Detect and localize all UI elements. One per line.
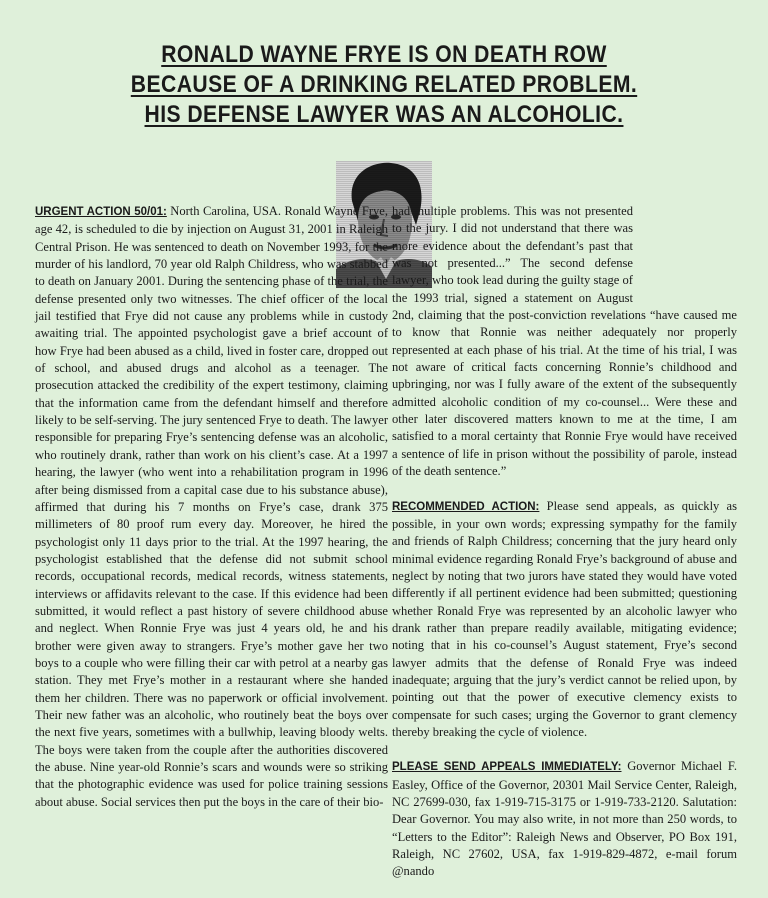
recommended-action-paragraph xyxy=(392,498,737,742)
left-column xyxy=(35,203,388,828)
recommended-action-label: RECOMMENDED ACTION: xyxy=(392,500,540,513)
headline-line-1: RONALD WAYNE FRYE IS ON DEATH ROW xyxy=(161,41,607,68)
appeals-label: PLEASE SEND APPEALS IMMEDIATELY: xyxy=(392,761,622,774)
continuation-text: had multiple problems. This was not presented to the jury. I did not understand that there was more evidence about the defendant’s past that was not presented...” The second defense lawyer, who took lead during the guilty stage of the 1993 trial, signed a statement on August 2nd, claiming that the post-conviction revelations “have caused me to know that Ronnie was neither adequately nor properly represented at each phase of his trial. At the time of his trial, I was not aware of critical facts concerning Ronnie’s childhood and upbringing, nor was I fully aware of the extent of the subsequently admitted alcoholic condition of my co-counsel... Were these and other later discovered matters known to me at the time, I am satisfied to a moral certainty that Ronnie Frye would have received a sentence of life in prison without the possibility of parole, instead of the death sentence.” xyxy=(392,204,737,479)
headline-line-2: BECAUSE OF A DRINKING RELATED PROBLEM. xyxy=(130,71,638,98)
urgent-action-text: North Carolina, USA. Ronald Wayne Frye, age 42, is scheduled to die by injection on August 31, 2001 in Raleigh Central Prison. He was sentenced to death on November 1993, for the murder of his landlord, 70 year old Ralph Childress, who was stabbed to death on January 2001. During the sentencing phase of the trial, the defense presented only two witnesses. The chief officer of the local jail testified that Frye did not cause any problems while in custody awaiting trial. The appointed psychologist gave a brief account of how Frye had been abused as a child, lived in foster care, dropped out of school, and abused drugs and alcohol as a teenager. The prosecution attacked the credibility of the expert testimony, claiming that the information came from the defendant himself and therefore likely to be self-serving. The jury sentenced Frye to death. The lawyer responsible for preparing Frye’s sentencing defense was an alcoholic, who routinely drank, rather than work on his client’s case. At a 1997 hearing, the lawyer (who went into a rehabilitation program in 1996 after being dismissed from a capital case due to his substance abuse), affirmed that during his 7 months on Frye’s case, drank 375 millimeters of 80 proof rum every day. Moreover, he hired the psychologist only 11 days prior to the trial. At the 1997 hearing, the psychologist established that the defense did not submit school records, occupational records, medical records, witness statements, interviews or affidavits relevant to the case. If this evidence had been submitted, it would reflect a past history of severe childhood abuse and neglect. When Ronnie Frye was just 4 years old, he and his brother were given away to strangers. Frye’s mother gave her two boys to a couple who were filling their car with petrol at a nearby gas station. They met Frye’s mother in a restaurant where she handed them her children. There was no paperwork or official involvement. Their new father was an alcoholic, who routinely beat the boys over the next five years, sometimes with a bullwhip, leaving bloody welts. The boys were taken from the couple after the authorities discovered the abuse. Nine year-old Ronnie’s scars and wounds were so striking that the photographic evidence was used for police training sessions about abuse. Social services then put the boys in the care of their bio- xyxy=(35,204,388,809)
appeals-paragraph xyxy=(392,758,737,880)
recommended-action-text: Please send appeals, as quickly as possible, in your own words; expressing sympathy for the family and friends of Ralph Childress; concerning that the jury heard only minimal evidence regarding Ronald Frye’s background of abuse and neglect by noting that two jurors have stated they would have voted differently if all pertinent evidence had been submitted; questioning whether Ronald Frye was represented by an alcoholic lawyer who drank rather than prepare readily available, mitigating evidence; noting that in his co-counsel’s August statement, Frye’s second lawyer admits that the defense of Ronald Frye was indeed inadequate; arguing that the jury’s verdict cannot be relied upon, by pointing out that the power of executive clemency exists to compensate for such cases; urging the Governor to grant clemency thereby breaking the cycle of violence. xyxy=(392,498,737,739)
urgent-action-paragraph xyxy=(35,203,388,811)
headline xyxy=(99,40,669,130)
urgent-action-label: URGENT ACTION 50/01: xyxy=(35,206,167,218)
headline-line-3: HIS DEFENSE LAWYER WAS AN ALCOHOLIC. xyxy=(144,101,624,128)
appeals-text: Governor Michael F. Easley, Office of the Governor, 20301 Mail Service Center, Raleigh, NC 27699-030, fax 1-919-715-3175 or 1-919-733-2120. Salutation: Dear Governor. You may also write, in not more than 250 words, to “Letters to the Editor”: Raleigh News and Observer, PO Box 191, Raleigh, NC 27602, USA, fax 1-919-829-4872, e-mail forum @nando xyxy=(392,759,737,879)
continuation-paragraph xyxy=(392,203,737,481)
right-column xyxy=(392,203,737,898)
photo-wrap-space xyxy=(633,203,737,293)
